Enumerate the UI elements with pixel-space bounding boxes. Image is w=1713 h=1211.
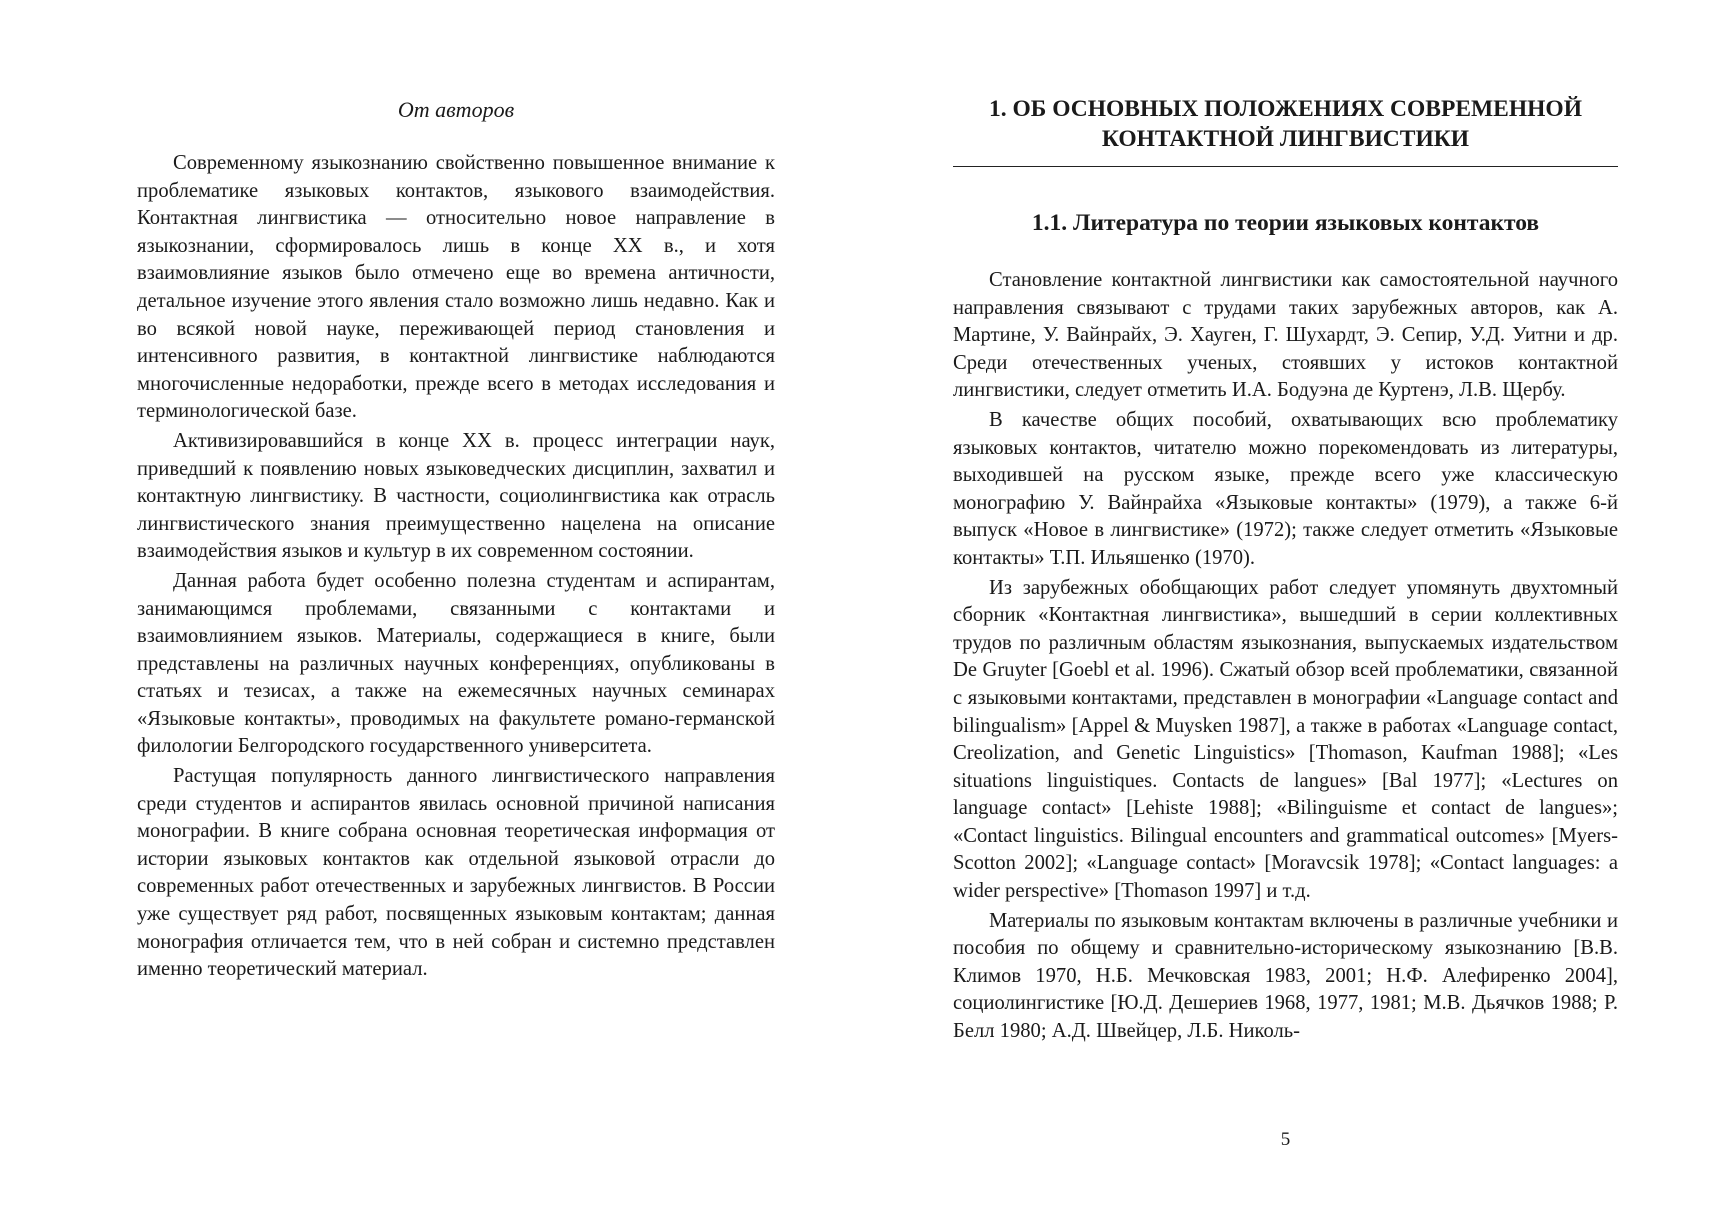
chapter-divider [953, 166, 1618, 167]
right-paragraph-1: Становление контактной лингвистики как самостоятельной научного направления связывают с трудами таких зарубежных авторов, как А. Мартине, У. Вайнрайх, Э. Хауген, Г. Шухардт, Э. Сепир, У.Д. Уитни и др. Среди отечественных ученых, стоявших у истоков контактной лингвистики, следует отметить И.А. Бодуэна де Куртенэ, Л.В. Щербу. [953, 269, 1618, 402]
left-page-body [137, 150, 775, 986]
left-page-heading: От авторов [397, 97, 515, 122]
chapter-title: 1. ОБ ОСНОВНЫХ ПОЛОЖЕНИЯХ СОВРЕМЕННОЙ КОНТАКТНОЙ ЛИНГВИСТИКИ [989, 96, 1582, 152]
left-paragraph-1: Современному языкознанию свойственно повышенное внимание к проблематике языковых контактов, языкового взаимодействия. Контактная лингвистика — относительно новое направление в языкознании, сформировалось лишь в конце XX в., и хотя взаимовлияние языков было отмечено еще во времена античности, детальное изучение этого явления стало возможно лишь недавно. Как и во всякой новой науке, переживающей период становления и интенсивного развития, в контактной лингвистике наблюдаются многочисленные недоработки, прежде всего в методах исследования и терминологической базе. [137, 152, 775, 423]
right-paragraph-2: В качестве общих пособий, охватывающих всю проблематику языковых контактов, читателю можно порекомендовать из литературы, выходившей на русском языке, прежде всего уже классическую монографию У. Вайнрайха «Языковые контакты» (1979), а также 6-й выпуск «Новое в лингвистике» (1972); также следует отметить «Языковые контакты» Т.П. Ильяшенко (1970). [953, 408, 1618, 569]
page-number: 5 [1280, 1129, 1291, 1150]
section-title: 1.1. Литература по теории языковых контактов [1031, 210, 1540, 236]
right-paragraph-4: Материалы по языковым контактам включены в различные учебники и пособия по общему и сравнительно-историческому языкознанию [В.В. Климов 1970, Н.Б. Мечковская 1983, 2001; Н.Ф. Алефиренко 2004], социолингистике [Ю.Д. Дешериев 1968, 1977, 1981; М.В. Дьячков 1988; Р. Белл 1980; А.Д. Швейцер, Л.Б. Николь- [953, 909, 1618, 1043]
left-paragraph-3: Данная работа будет особенно полезна студентам и аспирантам, занимающимся проблемами, связанными с контактами и взаимовлиянием языков. Материалы, содержащиеся в книге, были представлены на различных научных конференциях, опубликованы в статьях и тезисах, а также на ежемесячных научных семинарах «Языковые контакты», проводимых на факультете романо-германской филологии Белгородского государственного университета. [137, 569, 775, 758]
right-page-body [953, 267, 1618, 1048]
left-paragraph-2: Активизировавшийся в конце XX в. процесс интеграции наук, приведший к появлению новых языковедческих дисциплин, захватил и контактную лингвистику. В частности, социолингвистика как отрасль лингвистического знания преимущественно нацелена на описание взаимодействия языков и культур в их современном состоянии. [137, 429, 775, 563]
left-paragraph-4: Растущая популярность данного лингвистического направления среди студентов и аспирантов явилась основной причиной написания монографии. В книге собрана основная теоретическая информация от истории языковых контактов как отдельной языковой отрасли до современных работ отечественных и зарубежных лингвистов. В России уже существует ряд работ, посвященных языковым контактам; данная монография отличается тем, что в ней собран и системно представлен именно теоретический материал. [137, 765, 775, 981]
right-paragraph-3: Из зарубежных обобщающих работ следует упомянуть двухтомный сборник «Контактная лингвистика», вышедший в серии коллективных трудов по различным областям языкознания, выпускаемых издательством De Gruyter [Goebl et al. 1996). Сжатый обзор всей проблематики, связанной с языковыми контактами, представлен в монографии «Language contact and bilingualism» [Appel & Muysken 1987], а также в работах «Language contact, Creolization, and Genetic Linguistics» [Thomason, Kaufman 1988]; «Les situations linguistiques. Contacts de langues» [Bal 1977]; «Lectures on language contact» [Lehiste 1988]; «Bilinguisme et contact de langues»; «Contact linguistics. Bilingual encounters and grammatical outcomes» [Myers-Scotton 2002]; «Language contact» [Moravcsik 1978]; «Contact languages: a wider perspective» [Thomason 1997] и т.д. [953, 576, 1618, 903]
